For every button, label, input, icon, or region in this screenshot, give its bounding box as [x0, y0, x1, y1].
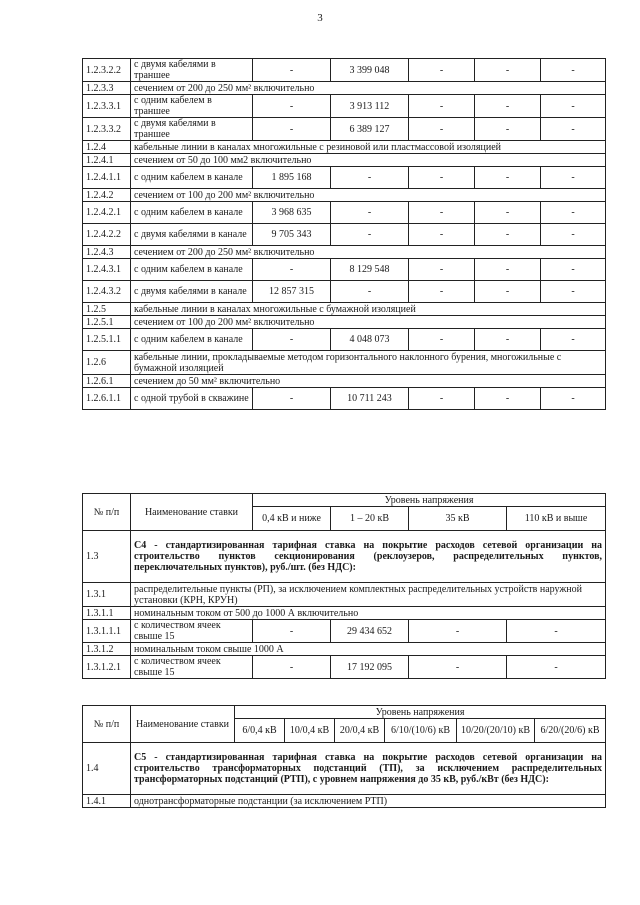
- row-id: 1.2.3.3.1: [83, 95, 131, 118]
- row-value: -: [253, 329, 331, 351]
- table-row: [83, 620, 606, 643]
- row-id: 1.2.5.1: [83, 316, 131, 329]
- row-value: 3 399 048: [331, 59, 409, 82]
- row-value: -: [475, 202, 541, 224]
- row-value: -: [253, 259, 331, 281]
- row-span-text: сечением до 50 мм² включительно: [131, 375, 606, 388]
- row-value: -: [475, 259, 541, 281]
- row-id: 1.3.1.2.1: [83, 656, 131, 679]
- row-value: -: [253, 95, 331, 118]
- row-value: 1 895 168: [253, 167, 331, 189]
- row-span-text: сечением от 100 до 200 мм² включительно: [131, 316, 606, 329]
- row-id: 1.2.4.3.1: [83, 259, 131, 281]
- header-name: Наименование ставки: [131, 706, 235, 743]
- row-id: 1.4.1: [83, 795, 131, 808]
- row-id: 1.2.4.2: [83, 189, 131, 202]
- row-value: 3 913 112: [331, 95, 409, 118]
- row-id: 1.2.5.1.1: [83, 329, 131, 351]
- table-row: [83, 246, 606, 259]
- row-value: -: [541, 388, 606, 410]
- row-value: 6 389 127: [331, 118, 409, 141]
- row-value: -: [331, 167, 409, 189]
- header-col-5: 10/20/(20/10) кВ: [457, 719, 535, 743]
- row-value: -: [475, 329, 541, 351]
- row-value: -: [507, 620, 606, 643]
- row-value: -: [475, 224, 541, 246]
- row-value: -: [541, 329, 606, 351]
- row-value: -: [541, 224, 606, 246]
- row-span-text: номинальным током от 500 до 1000 А включительно: [131, 607, 606, 620]
- row-name: с количеством ячеек свыше 15: [131, 656, 253, 679]
- row-value: 8 129 548: [331, 259, 409, 281]
- row-id: 1.2.6: [83, 351, 131, 375]
- row-id: 1.2.6.1: [83, 375, 131, 388]
- row-name: с одним кабелем в траншее: [131, 95, 253, 118]
- table-row: [83, 351, 606, 375]
- row-name: с одним кабелем в канале: [131, 259, 253, 281]
- table-row: [83, 281, 606, 303]
- row-value: -: [331, 281, 409, 303]
- row-id: 1.3.1.2: [83, 643, 131, 656]
- header-voltage-level: Уровень напряжения: [253, 494, 606, 507]
- row-id: 1.2.4: [83, 141, 131, 154]
- row-name: с одним кабелем в канале: [131, 329, 253, 351]
- rates-table-cables: [82, 58, 606, 410]
- c5-rate-description: С5 - стандартизированная тарифная ставка на покрытие расходов сетевой организации на строительство трансформаторных подстанций (ТП), за исключением распределительных трансформаторных подстанций (РТП), с уровнем напряжения до 35 кВ, руб./кВт (без НДС):: [131, 743, 606, 795]
- row-name: с двумя кабелями в канале: [131, 224, 253, 246]
- row-id: 1.4: [83, 743, 131, 795]
- table-row: [83, 202, 606, 224]
- table-row: [83, 656, 606, 679]
- row-value: -: [409, 281, 475, 303]
- row-value: -: [409, 224, 475, 246]
- table-row: [83, 329, 606, 351]
- row-id: 1.3.1.1.1: [83, 620, 131, 643]
- row-value: -: [507, 656, 606, 679]
- row-value: -: [409, 118, 475, 141]
- table-row: [83, 118, 606, 141]
- table-row: [83, 583, 606, 607]
- table-row: [83, 643, 606, 656]
- header-col-4: 6/10/(10/6) кВ: [385, 719, 457, 743]
- table-row: [83, 167, 606, 189]
- table-row: [83, 224, 606, 246]
- header-name: Наименование ставки: [131, 494, 253, 531]
- header-num: № п/п: [83, 494, 131, 531]
- row-span-text: сечением от 100 до 200 мм² включительно: [131, 189, 606, 202]
- table-row: [83, 303, 606, 316]
- row-value: -: [253, 656, 331, 679]
- row-value: -: [475, 388, 541, 410]
- header-col-2: 10/0,4 кВ: [285, 719, 335, 743]
- row-id: 1.2.5: [83, 303, 131, 316]
- row-id: 1.3: [83, 531, 131, 583]
- row-span-text: сечением от 200 до 250 мм² включительно: [131, 246, 606, 259]
- row-value: 17 192 095: [331, 656, 409, 679]
- row-span-text: распределительные пункты (РП), за исключением комплектных распределительных устройств наружной установки (КРН, КРУН): [131, 583, 606, 607]
- row-name: с двумя кабелями в канале: [131, 281, 253, 303]
- row-id: 1.2.4.2.1: [83, 202, 131, 224]
- row-id: 1.3.1.1: [83, 607, 131, 620]
- table-row: [83, 141, 606, 154]
- row-value: -: [409, 59, 475, 82]
- row-value: -: [475, 95, 541, 118]
- row-value: -: [331, 202, 409, 224]
- row-id: 1.2.4.3.2: [83, 281, 131, 303]
- table-row: [83, 316, 606, 329]
- table-row: [83, 59, 606, 82]
- header-col-1: 6/0,4 кВ: [235, 719, 285, 743]
- row-span-text: однотрансформаторные подстанции (за исключением РТП): [131, 795, 606, 808]
- row-value: 3 968 635: [253, 202, 331, 224]
- row-value: -: [409, 388, 475, 410]
- header-col-6: 6/20/(20/6) кВ: [535, 719, 606, 743]
- row-value: 12 857 315: [253, 281, 331, 303]
- row-id: 1.2.6.1.1: [83, 388, 131, 410]
- row-span-text: сечением от 50 до 100 мм2 включительно: [131, 154, 606, 167]
- row-value: -: [331, 224, 409, 246]
- table-row: [83, 259, 606, 281]
- row-value: -: [475, 59, 541, 82]
- row-span-text: кабельные линии в каналах многожильные с бумажной изоляцией: [131, 303, 606, 316]
- row-value: 4 048 073: [331, 329, 409, 351]
- row-name: с двумя кабелями в траншее: [131, 59, 253, 82]
- row-value: -: [409, 259, 475, 281]
- row-name: с одной трубой в скважине: [131, 388, 253, 410]
- row-value: -: [475, 281, 541, 303]
- row-span-text: номинальным током свыше 1000 А: [131, 643, 606, 656]
- row-value: 9 705 343: [253, 224, 331, 246]
- table-row: [83, 82, 606, 95]
- row-value: -: [409, 329, 475, 351]
- row-name: с двумя кабелями в траншее: [131, 118, 253, 141]
- c4-rate-description: С4 - стандартизированная тарифная ставка на покрытие расходов сетевой организации на строительство пунктов секционирования (реклоузеров, распределительных пунктов, переключательных пунктов), руб./шт. (без НДС):: [131, 531, 606, 583]
- table-row: [83, 95, 606, 118]
- row-span-text: сечением от 200 до 250 мм² включительно: [131, 82, 606, 95]
- row-id: 1.2.4.3: [83, 246, 131, 259]
- page-number: 3: [317, 12, 323, 24]
- row-id: 1.2.3.3: [83, 82, 131, 95]
- row-value: -: [541, 59, 606, 82]
- header-col-3: 20/0,4 кВ: [335, 719, 385, 743]
- row-id: 1.3.1: [83, 583, 131, 607]
- row-id: 1.2.4.1: [83, 154, 131, 167]
- row-value: -: [475, 118, 541, 141]
- row-id: 1.2.4.1.1: [83, 167, 131, 189]
- row-value: -: [409, 95, 475, 118]
- row-value: 10 711 243: [331, 388, 409, 410]
- header-voltage-level: Уровень напряжения: [235, 706, 606, 719]
- row-id: 1.2.3.3.2: [83, 118, 131, 141]
- row-value: -: [541, 281, 606, 303]
- row-value: -: [409, 167, 475, 189]
- table-row: [83, 375, 606, 388]
- row-span-text: кабельные линии в каналах многожильные с резиновой или пластмассовой изоляцией: [131, 141, 606, 154]
- row-name: с количеством ячеек свыше 15: [131, 620, 253, 643]
- table-row: [83, 388, 606, 410]
- header-col-1: 0,4 кВ и ниже: [253, 507, 331, 531]
- row-id: 1.2.3.2.2: [83, 59, 131, 82]
- row-value: -: [475, 167, 541, 189]
- table-row: [83, 795, 606, 808]
- row-id: 1.2.4.2.2: [83, 224, 131, 246]
- row-value: -: [541, 202, 606, 224]
- row-value: -: [541, 167, 606, 189]
- rates-table-c4: [82, 493, 606, 679]
- header-col-3: 35 кВ: [409, 507, 507, 531]
- row-value: -: [253, 118, 331, 141]
- header-col-4: 110 кВ и выше: [507, 507, 606, 531]
- row-value: -: [409, 620, 507, 643]
- row-value: -: [409, 656, 507, 679]
- row-value: -: [541, 118, 606, 141]
- row-value: -: [253, 620, 331, 643]
- table-row: [83, 154, 606, 167]
- header-num: № п/п: [83, 706, 131, 743]
- table-row: [83, 189, 606, 202]
- row-value: -: [541, 259, 606, 281]
- row-name: с одним кабелем в канале: [131, 167, 253, 189]
- row-name: с одним кабелем в канале: [131, 202, 253, 224]
- row-value: -: [409, 202, 475, 224]
- row-span-text: кабельные линии, прокладываемые методом горизонтального наклонного бурения, многожильные с бумажной изоляцией: [131, 351, 606, 375]
- row-value: 29 434 652: [331, 620, 409, 643]
- table-row: [83, 607, 606, 620]
- row-value: -: [253, 388, 331, 410]
- rates-table-c5: [82, 705, 606, 808]
- row-value: -: [541, 95, 606, 118]
- header-col-2: 1 – 20 кВ: [331, 507, 409, 531]
- row-value: -: [253, 59, 331, 82]
